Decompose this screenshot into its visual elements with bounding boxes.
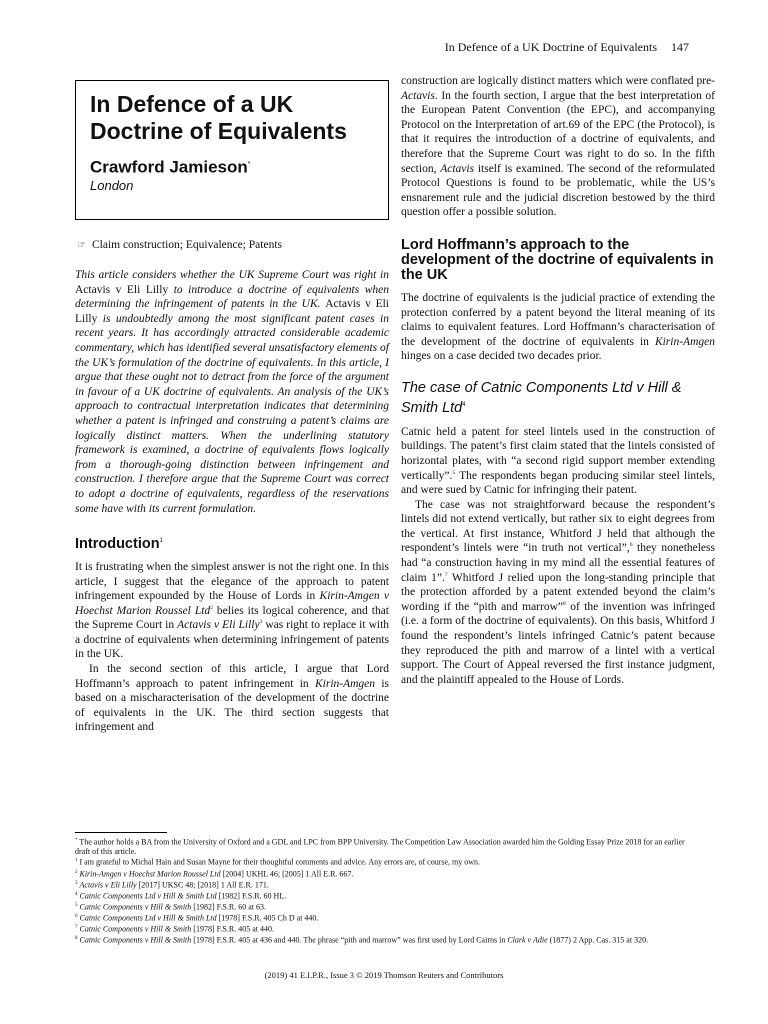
paragraph-text: belies its logical coherence, and that the Supreme Court in <box>75 604 389 632</box>
footnote <box>75 856 693 867</box>
hoffmann-paragraph <box>401 291 715 364</box>
page-number: 147 <box>671 40 689 54</box>
intro-paragraph-2 <box>75 662 389 735</box>
footnote-case-ref: Kirin-Amgen v Hoechst Marion Roussel Ltd <box>79 869 221 879</box>
catnic-paragraph-2 <box>401 498 715 688</box>
abstract-text: is undoubtedly among the most significant patent cases in recent years. It has accordingly attracted considerable academic commentary, which has identified several unsatisfactory elements of the UK’s formulation of the doctrine of equivalents. In this article, I argue that these ought not to detract from the force of the argument in favour of a UK doctrine of equivalents. An analysis of the UK’s approach to contractual interpretation indicates that determining whether a patent is infringed and construing a patent’s claims are logically distinct matters. When the underlining statutory framework is examined, a doctrine of equivalents flows logically from a thorough-going distinction between infringement and construction. I therefore argue that the Supreme Court was correct to adopt a doctrine of equivalents, regardless of the reservations some have with its current formulation. <box>75 312 389 515</box>
catnic-paragraph-1 <box>401 425 715 498</box>
case-ref: Actavis <box>401 89 435 102</box>
footnote <box>75 923 693 934</box>
case-ref: Kirin-Amgen v Hoechst Marion Roussel Ltd <box>75 590 389 617</box>
paragraph-text: construction are logically distinct matters which were conflated pre- <box>401 75 715 87</box>
abstract-case-ref: Actavis v Eli Lilly <box>75 283 169 296</box>
footnote-text: The author holds a BA from the University of Oxford and a GDL and LPC from BPP University. The Competition Law Association awarded him the Golding Essay Prize 2018 for an earlier draft of this article. <box>75 837 685 857</box>
footnote-case-ref: Clark v Adie <box>507 935 548 945</box>
paragraph-text: they nonetheless had “a construction having in my mind all the essential features of claim 1”. <box>401 542 715 584</box>
article-title: In Defence of a UK Doctrine of Equivalents <box>90 91 347 144</box>
footnote-text: [1982] F.S.R. 60 HL. <box>216 891 287 901</box>
footnote-rule <box>75 832 167 833</box>
footnote-marker: 5 <box>452 469 456 476</box>
heading-text: The case of Catnic Components Ltd v Hill & Smith Ltd <box>401 379 682 416</box>
paragraph-text: of the invention was infringed (i.e. a form of the doctrine of equivalents). On this basis, Whitford J found the respondent’s lintels infringed Catnic’s patent because they reproduced the pith and marrow of a lintel with a vertical support. The Court of Appeal reversed the first instance judgment, and the plaintiff appealed to the House of Lords. <box>401 600 716 686</box>
footnote-mark: 4 <box>75 891 78 897</box>
footnotes <box>75 832 693 945</box>
paragraph-text: hinges on a case decided two decades prior. <box>401 350 602 363</box>
paragraph-text: It is frustrating when the simplest answer is not the right one. In this article, I suggest that the elegance of the approach to patent infringement expounded by the House of Lords in <box>75 560 389 603</box>
paragraph-text: The case was not straightforward because the respondent’s lintels did not extend vertically, but rather six to eight degrees from the vertical. At first instance, Whitford J held that although the respondent’s lintels were “in truth not vertical”, <box>401 498 715 555</box>
footnote-mark: 6 <box>75 913 78 919</box>
footnote-marker: 4 <box>462 401 466 408</box>
footnote <box>75 836 693 856</box>
footnote-text: [1978] F.S.R. 405 at 436 and 440. The phrase “pith and marrow” was first used by Lord Cairns in <box>191 935 508 945</box>
case-ref: Kirin-Amgen <box>314 677 376 690</box>
heading-introduction <box>75 534 389 552</box>
heading-hoffmann-approach: Lord Hoffmann’s approach to the development of the doctrine of equivalents in the UK <box>401 236 714 283</box>
paragraph-text: Whitford J relied upon the long-standing principle that the protection afforded by a patent extended beyond the claim’s wording if the “pith and marrow” <box>401 571 715 613</box>
footnote-text: (1877) 2 App. Cas. 315 at 320. <box>547 935 649 945</box>
paragraph-text: was right to replace it with a doctrine of equivalents when determining infringement of patents in the UK. <box>75 619 390 661</box>
running-head <box>0 40 689 54</box>
heading-text: Introduction <box>75 535 160 552</box>
footnote-case-ref: Catnic Components v Hill & Smith <box>79 924 192 934</box>
footnote-marker: 1 <box>159 538 163 545</box>
abstract <box>75 268 389 516</box>
abstract-text: to introduce a doctrine of equivalents when determining the infringement of patents in the UK. <box>75 283 390 311</box>
footnote-case-ref: Actavis v Eli Lilly <box>79 880 137 890</box>
footnote-marker: 7 <box>444 571 448 578</box>
paragraph-text: The doctrine of equivalents is the judicial practice of extending the protection conferred by a patent beyond the literal meaning of its claims to equivalent features. Lord Hoffmann’s characterisation of the development of the doctrine of equivalents in <box>401 291 715 348</box>
footnote-text: [1978] F.S.R. 405 at 440. <box>191 924 274 934</box>
footnote-text: [1982] F.S.R. 60 at 63. <box>191 902 266 912</box>
footnote-mark: 3 <box>75 880 78 886</box>
keywords-text: Claim construction; Equivalence; Patents <box>91 239 282 251</box>
running-title: In Defence of a UK Doctrine of Equivalents <box>444 40 657 54</box>
footnote-mark: 7 <box>75 924 78 930</box>
footnote-case-ref: Catnic Components Ltd v Hill & Smith Ltd <box>79 891 217 901</box>
footnote-text: [2004] UKHL 46; [2005] 1 All E.R. 667. <box>220 869 354 879</box>
footnote <box>75 879 693 890</box>
footnote-mark: 5 <box>75 902 78 908</box>
footnote-case-ref: Catnic Components v Hill & Smith <box>79 935 192 945</box>
author-footnote-marker: * <box>247 161 251 168</box>
page-footer: (2019) 41 E.I.P.R., Issue 3 © 2019 Thomson Reuters and Contributors <box>264 970 504 980</box>
heading-catnic-case <box>401 380 715 417</box>
footnote-text: [1978] F.S.R. 405 Ch D at 440. <box>216 913 319 923</box>
footnote-text: [2017] UKSC 48; [2018] 1 All E.R. 171. <box>136 880 269 890</box>
paragraph-text: The respondents began producing similar steel lintels, and were sued by Catnic for infringing their patent. <box>401 469 715 497</box>
left-column <box>75 70 389 735</box>
footnote <box>75 901 693 912</box>
paragraph-text: is based on a mischaracterisation of the development of the doctrine of equivalents in the UK. The third section suggests that infringement and <box>75 677 390 734</box>
paragraph-text: Catnic held a patent for steel lintels used in the construction of buildings. The patent’s first claim stated that the lintels consisted of horizontal plates, with “a second rigid support member extending vertically”. <box>401 425 715 482</box>
footnote-case-ref: Catnic Components Ltd v Hill & Smith Ltd <box>79 913 217 923</box>
keywords <box>75 238 389 253</box>
footnote-marker: 2 <box>210 604 213 611</box>
footnote-case-ref: Catnic Components v Hill & Smith <box>79 902 192 912</box>
case-ref: Kirin-Amgen <box>654 335 715 348</box>
abstract-case-ref: Actavis v Eli Lilly <box>75 298 390 325</box>
footnote-mark: * <box>75 838 78 843</box>
paragraph-text: itself is examined. The second of the reformulated Protocol Questions is found to be problematic, while the US’s ensnarement rule and the judicial discretion bestowed by the third question offer a possible solution. <box>401 162 715 219</box>
paragraph-text: In the second section of this article, I argue that Lord Hoffmann’s approach to patent infringement in <box>75 663 389 690</box>
footnote <box>75 890 693 901</box>
footnote-text: I am grateful to Michal Hain and Susan Mayne for their thoughtful comments and advice. Any errors are, of course, my own. <box>79 858 481 868</box>
paragraph-text: . In the fourth section, I argue that the best interpretation of the European Patent Convention (the EPC), and accompanying Protocol on the Interpretation of art.69 of the EPC (the Protocol), is that it requires the introduction of a doctrine of equivalents, and therefore that the Supreme Court was right to do so. In the fifth section, <box>401 89 715 175</box>
footnote-mark: 1 <box>75 858 78 864</box>
title-box <box>75 80 389 220</box>
abstract-text: This article considers whether the UK Supreme Court was right in <box>75 269 389 281</box>
intro-paragraph-1 <box>75 560 389 662</box>
intro-paragraph-2-continued <box>401 74 715 220</box>
author-line <box>90 155 374 178</box>
footnote <box>75 934 693 945</box>
footnote-marker: 6 <box>629 542 633 549</box>
footnote-marker: 8 <box>563 601 566 608</box>
footnote-marker: 3 <box>259 619 263 626</box>
author-name: Crawford Jamieson <box>90 157 248 177</box>
footnote-mark: 2 <box>75 869 78 875</box>
case-ref: Actavis <box>440 162 475 175</box>
case-ref: Actavis v Eli Lilly <box>177 619 260 632</box>
author-affiliation: London <box>90 177 134 193</box>
footnote <box>75 912 693 923</box>
pointing-hand-icon: ☞ <box>77 240 86 251</box>
footnote-mark: 8 <box>75 935 78 941</box>
footnote <box>75 868 693 879</box>
right-column <box>401 74 715 687</box>
